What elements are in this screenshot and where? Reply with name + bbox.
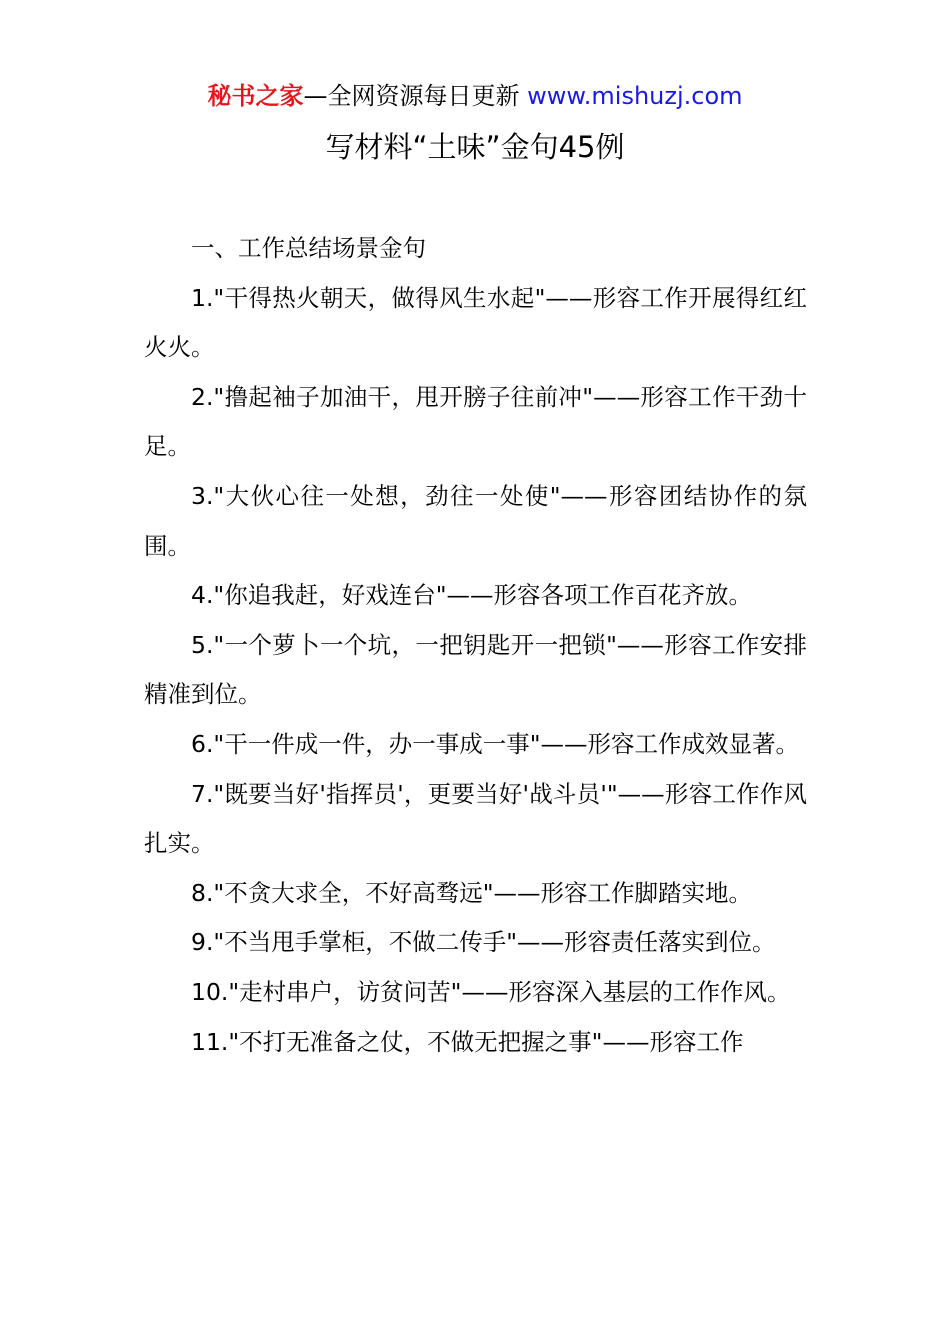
list-item: 7."既要当好'指挥员'，更要当好'战斗员'"——形容工作作风扎实。 [144, 779, 807, 858]
section-heading: 一、工作总结场景金句 [191, 234, 426, 262]
list-item: 2."撸起袖子加油干，甩开膀子往前冲"——形容工作干劲十足。 [144, 382, 807, 461]
site-tagline: —全网资源每日更新 [303, 82, 528, 110]
document-title: 写材料“土味”金句45例 [325, 130, 625, 164]
list-item: 3."大伙心往一处想，劲往一处使"——形容团结协作的氛围。 [144, 481, 807, 560]
site-header [0, 78, 950, 114]
site-url-link[interactable]: www.mishuzj.com [527, 82, 743, 110]
list-item: 10."走村串户，访贫问苦"——形容深入基层的工作作风。 [191, 977, 791, 1006]
list-item: 8."不贪大求全，不好高骛远"——形容工作脚踏实地。 [191, 878, 753, 907]
document-body [144, 224, 807, 1067]
list-item: 9."不当甩手掌柜，不做二传手"——形容责任落实到位。 [191, 928, 776, 957]
list-item: 1."干得热火朝天，做得风生水起"——形容工作开展得红红火火。 [144, 283, 807, 362]
list-item: 4."你追我赶，好戏连台"——形容各项工作百花齐放。 [191, 581, 753, 610]
list-item: 11."不打无准备之仗，不做无把握之事"——形容工作 [191, 1027, 744, 1056]
list-item: 6."干一件成一件，办一事成一事"——形容工作成效显著。 [191, 729, 800, 758]
list-item: 5."一个萝卜一个坑，一把钥匙开一把锁"——形容工作安排精准到位。 [144, 630, 807, 709]
site-brand: 秘书之家 [207, 82, 304, 110]
